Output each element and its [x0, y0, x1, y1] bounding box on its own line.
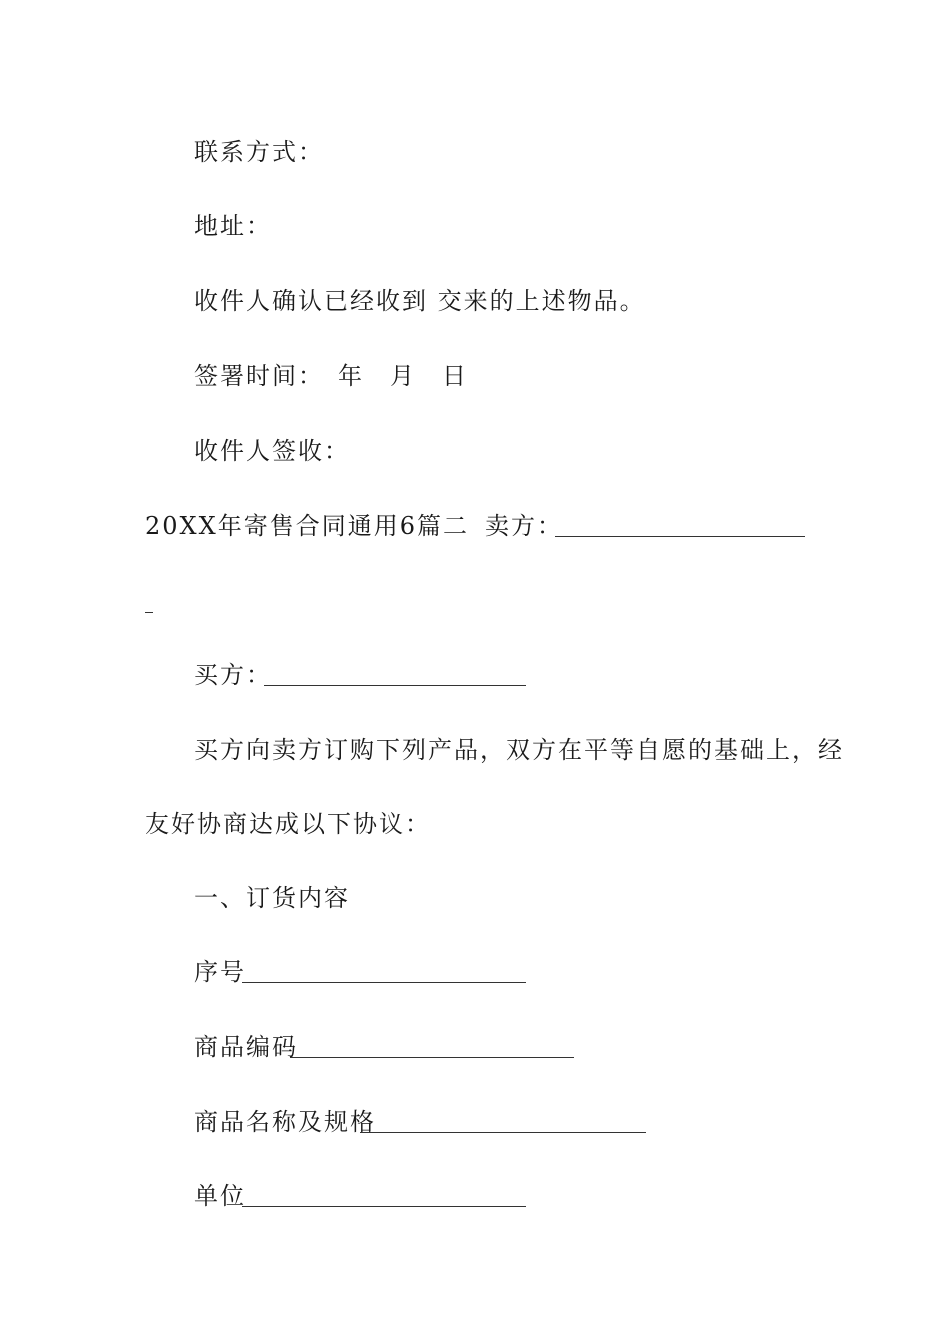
receipt-confirmation: 收件人确认已经收到 交来的上述物品。	[194, 287, 646, 315]
product-name-spec-blank	[360, 1110, 646, 1133]
product-name-spec-label: 商品名称及规格	[194, 1108, 376, 1136]
address-label: 地址：	[194, 212, 272, 240]
intro-paragraph-line-1: 买方向卖方订购下列产品，双方在平等自愿的基础上，经	[194, 736, 844, 764]
serial-blank	[242, 960, 526, 983]
section-heading: 一、订货内容	[194, 884, 350, 912]
buyer-blank	[264, 663, 526, 686]
product-code-blank	[290, 1035, 574, 1058]
contract-title: 20XX年寄售合同通用6篇二	[145, 512, 469, 540]
signing-date: 签署时间： 年 月 日	[194, 362, 468, 390]
recipient-signature: 收件人签收：	[194, 437, 350, 465]
seller-blank	[555, 514, 805, 537]
seller-blank-continued	[145, 590, 153, 613]
serial-label: 序号	[194, 958, 246, 986]
intro-paragraph-line-2: 友好协商达成以下协议：	[145, 810, 431, 838]
unit-blank	[242, 1184, 526, 1207]
unit-label: 单位	[194, 1182, 246, 1210]
buyer-label: 买方：	[194, 661, 272, 689]
product-code-label: 商品编码	[194, 1033, 298, 1061]
contact-label: 联系方式：	[194, 138, 324, 166]
seller-label: 卖方：	[485, 512, 563, 540]
